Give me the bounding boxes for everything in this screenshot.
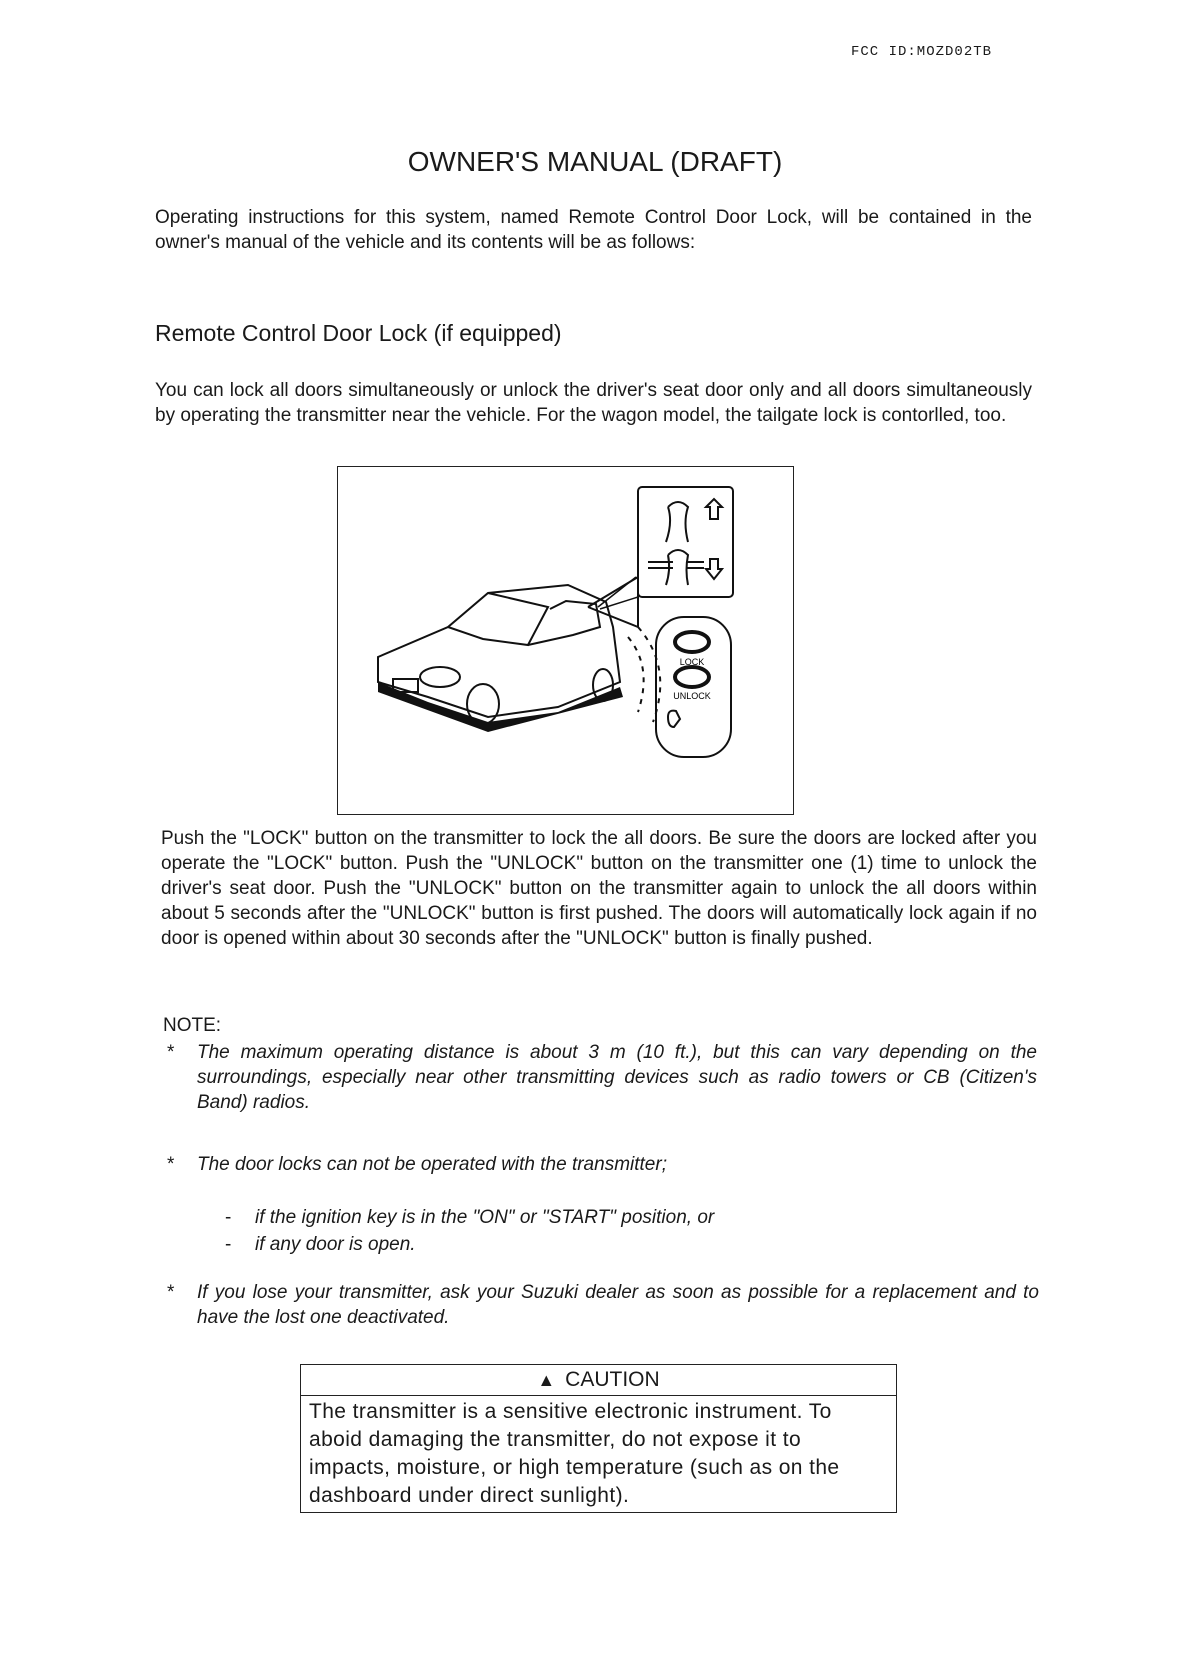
warning-icon: ▲	[537, 1370, 556, 1390]
car-icon	[338, 467, 793, 814]
lock-button-label: LOCK	[679, 657, 705, 667]
fcc-id: FCC ID:MOZD02TB	[851, 44, 993, 60]
caution-text: The transmitter is a sensitive electronic instrument. To aboid damaging the transmitter, do not expose it to impacts, moisture, or high temperature (such as on the dashboard under direct sunlight).	[309, 1400, 840, 1507]
note-item: * The maximum operating distance is about 3 m (10 ft.), but this can vary depending on the surroundings, especially near other transmitting devices such as radio towers or CB (Citizen's Band) radios.	[167, 1042, 1037, 1113]
note-sub-item: - if the ignition key is in the "ON" or "START" position, or	[225, 1207, 715, 1228]
operation-paragraph: Push the "LOCK" button on the transmitter to lock the all doors. Be sure the doors are locked after you operate the "LOCK" button. Push the "UNLOCK" button on the transmitter one (1) time to unlock the driver's seat door. Push the "UNLOCK" button on the transmitter again to unlock the all doors within about 5 seconds after the "UNLOCK" button is first pushed. The doors will automatically lock again if no door is opened within about 30 seconds after the "UNLOCK" button is finally pushed.	[161, 828, 1037, 949]
intro-paragraph: Operating instructions for this system, named Remote Control Door Lock, will be contained in the owner's manual of the vehicle and its contents will be as follows:	[155, 207, 1032, 253]
note-item: * If you lose your transmitter, ask your Suzuki dealer as soon as possible for a replacement and to have the lost one deactivated.	[167, 1282, 1039, 1328]
note-item: * The door locks can not be operated with the transmitter;	[167, 1154, 667, 1175]
caution-header	[301, 1365, 896, 1396]
caution-label: CAUTION	[565, 1368, 660, 1391]
car-remote-illustration	[337, 466, 794, 815]
description-paragraph: You can lock all doors simultaneously or unlock the driver's seat door only and all doors simultaneously by operating the transmitter near the vehicle. For the wagon model, the tailgate lock is contorlled, too.	[155, 380, 1032, 426]
note-label: NOTE:	[163, 1015, 222, 1036]
section-heading: Remote Control Door Lock (if equipped)	[155, 320, 562, 346]
unlock-button-label: UNLOCK	[673, 691, 711, 701]
caution-box	[300, 1364, 897, 1513]
note-sub-item: - if any door is open.	[225, 1234, 416, 1255]
page-title: OWNER'S MANUAL (DRAFT)	[407, 146, 783, 177]
